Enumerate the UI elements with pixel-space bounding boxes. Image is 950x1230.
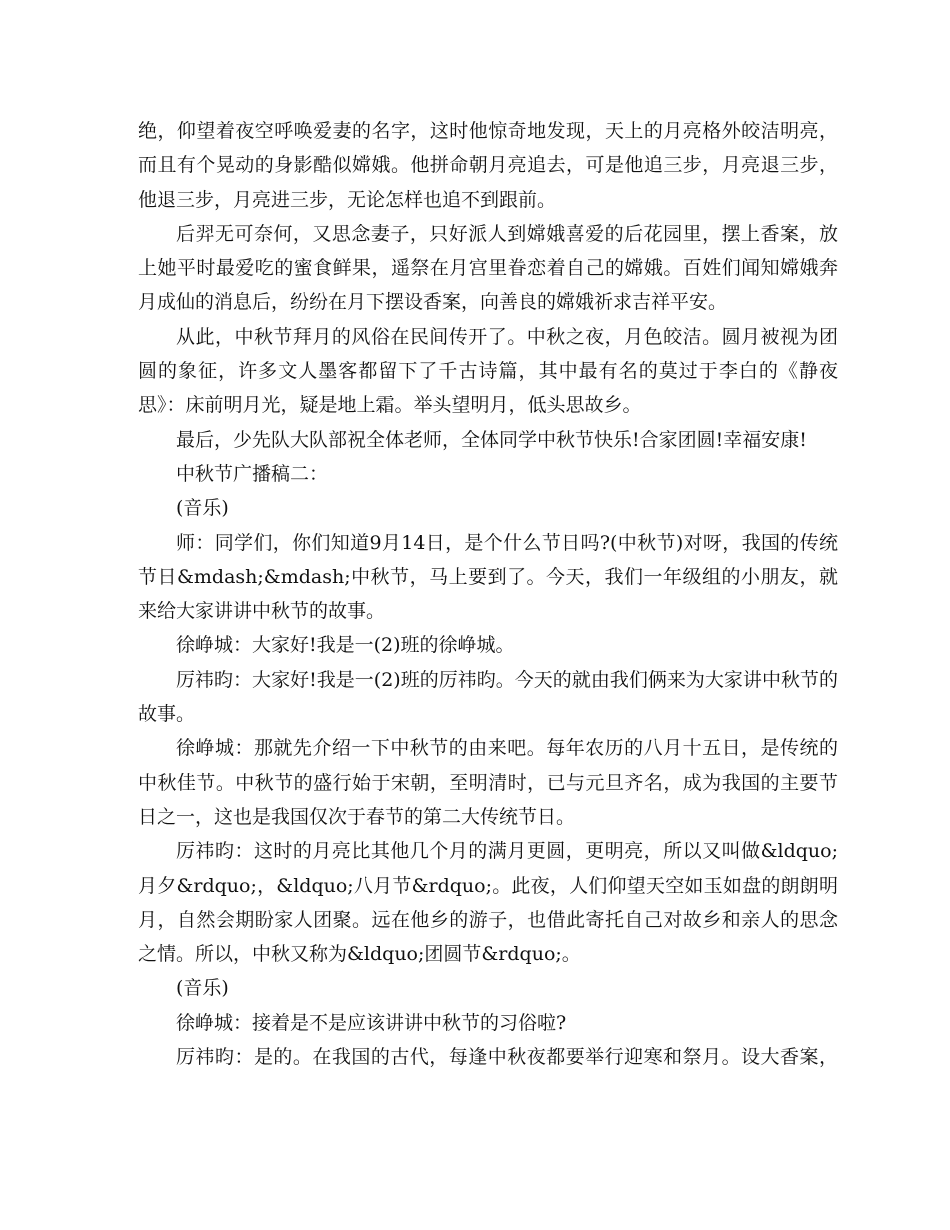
stage-direction-music-2: (音乐) <box>176 977 229 1000</box>
section-heading: 中秋节广播稿二： <box>176 462 329 485</box>
paragraph-li-intro: 厉祎昀：大家好!我是一(2)班的厉祎昀。今天的就由我们俩来为大家讲中秋节的故事。 <box>138 668 838 726</box>
paragraph-1: 绝，仰望着夜空呼唤爱妻的名字，这时他惊奇地发现，天上的月亮格外皎洁明亮，而且有个晃动的身影酷似嫦娥。他拼命朝月亮追去，可是他追三步，月亮退三步，他退三步，月亮进三步，无论怎样也追不到跟前。 <box>138 120 838 211</box>
paragraph-xu-origin: 徐峥城：那就先介绍一下中秋节的由来吧。每年农历的八月十五日，是传统的中秋佳节。中秋节的盛行始于宋朝，至明清时，已与元旦齐名，成为我国的主要节日之一，这也是我国仅次于春节的第二大传统节日。 <box>138 737 838 828</box>
document-body <box>138 114 838 1074</box>
paragraph-li-customs: 厉祎昀：是的。在我国的古代，每逢中秋夜都要举行迎寒和祭月。设大香案， <box>176 1046 838 1069</box>
paragraph-3: 从此，中秋节拜月的风俗在民间传开了。中秋之夜，月色皎洁。圆月被视为团圆的象征，许多文人墨客都留下了千古诗篇，其中最有名的莫过于李白的《静夜思》：床前明月光，疑是地上霜。举头望明月，低头思故乡。 <box>138 325 838 417</box>
paragraph-4: 最后，少先队大队部祝全体老师，全体同学中秋节快乐!合家团圆!幸福安康! <box>176 428 807 451</box>
paragraph-teacher: 师：同学们，你们知道9月14日，是个什么节日吗?(中秋节)对呀，我国的传统节日&mdash;&mdash;中秋节，马上要到了。今天，我们一年级组的小朋友，就来给大家讲讲中秋节的故事。 <box>138 531 838 623</box>
paragraph-xu-customs: 徐峥城：接着是不是应该讲讲中秋节的习俗啦? <box>176 1011 567 1034</box>
paragraph-xu-intro: 徐峥城：大家好!我是一(2)班的徐峥城。 <box>176 634 515 657</box>
paragraph-li-moon: 厉祎昀：这时的月亮比其他几个月的满月更圆，更明亮，所以又叫做&ldquo;月夕&rdquo;，&ldquo;八月节&rdquo;。此夜，人们仰望天空如玉如盘的朗朗明月，自然会期盼家人团聚。远在他乡的游子，也借此寄托自己对故乡和亲人的思念之情。所以，中秋又称为&ldquo;团圆节&rdquo;。 <box>138 840 838 966</box>
paragraph-2: 后羿无可奈何，又思念妻子，只好派人到嫦娥喜爱的后花园里，摆上香案，放上她平时最爱吃的蜜食鲜果，遥祭在月宫里眷恋着自己的嫦娥。百姓们闻知嫦娥奔月成仙的消息后，纷纷在月下摆设香案，向善良的嫦娥祈求吉祥平安。 <box>138 222 838 314</box>
stage-direction-music: (音乐) <box>176 497 229 520</box>
